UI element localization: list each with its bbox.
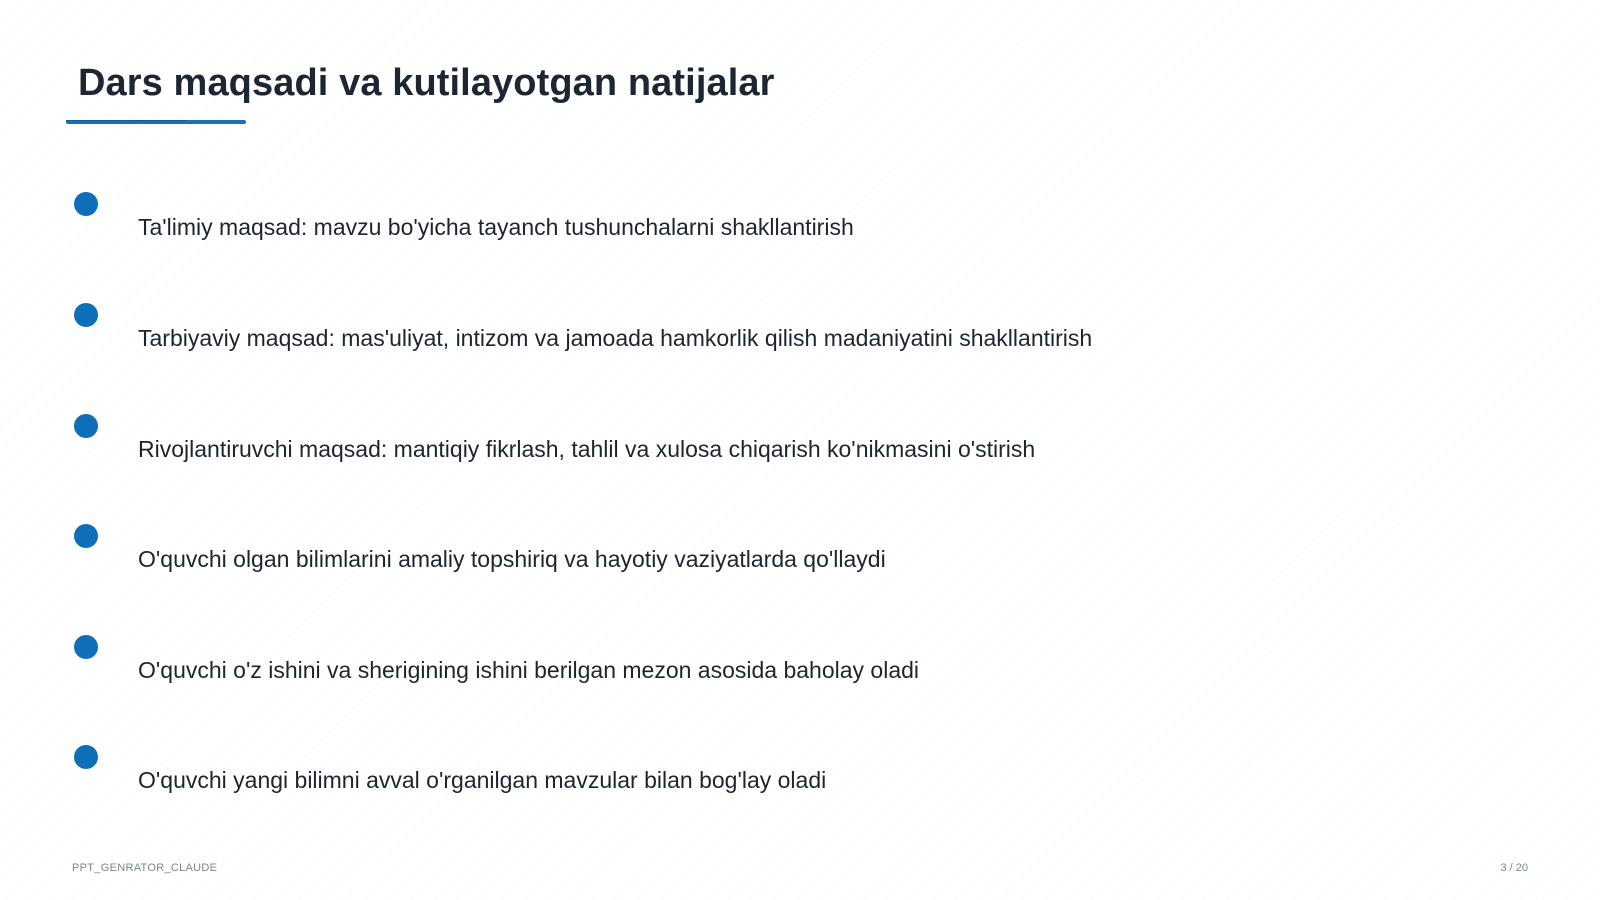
list-item bbox=[74, 745, 1514, 805]
bullet-dot-icon bbox=[74, 745, 98, 769]
bullet-text: Rivojlantiruvchi maqsad: mantiqiy fikrlash, tahlil va xulosa chiqarish ko'nikmasini o'stirish bbox=[138, 436, 1036, 462]
bullet-text: O'quvchi yangi bilimni avval o'rganilgan mavzular bilan bog'lay oladi bbox=[138, 767, 827, 793]
bullet-dot-icon bbox=[74, 414, 98, 438]
bullet-text: Tarbiyaviy maqsad: mas'uliyat, intizom va jamoada hamkorlik qilish madaniyatini shakllantirish bbox=[138, 325, 1093, 351]
list-item bbox=[74, 192, 1514, 252]
bullet-dot-icon bbox=[74, 303, 98, 327]
list-item bbox=[74, 524, 1514, 584]
slide-title: Dars maqsadi va kutilayotgan natijalar bbox=[78, 62, 775, 104]
list-item bbox=[74, 414, 1514, 474]
bullet-text: O'quvchi olgan bilimlarini amaliy topshiriq va hayotiy vaziyatlarda qo'llaydi bbox=[138, 546, 886, 572]
footer-label: PPT_GENRATOR_CLAUDE bbox=[72, 862, 218, 874]
list-item bbox=[74, 303, 1514, 363]
list-item bbox=[74, 635, 1514, 695]
bullet-dot-icon bbox=[74, 524, 98, 548]
bullet-dot-icon bbox=[74, 635, 98, 659]
bullet-text: O'quvchi o'z ishini va sherigining ishini berilgan mezon asosida baholay oladi bbox=[138, 657, 920, 683]
bullet-text: Ta'limiy maqsad: mavzu bo'yicha tayanch tushunchalarni shakllantirish bbox=[138, 214, 854, 240]
page-indicator: 3 / 20 bbox=[1500, 862, 1528, 874]
bullet-dot-icon bbox=[74, 192, 98, 216]
